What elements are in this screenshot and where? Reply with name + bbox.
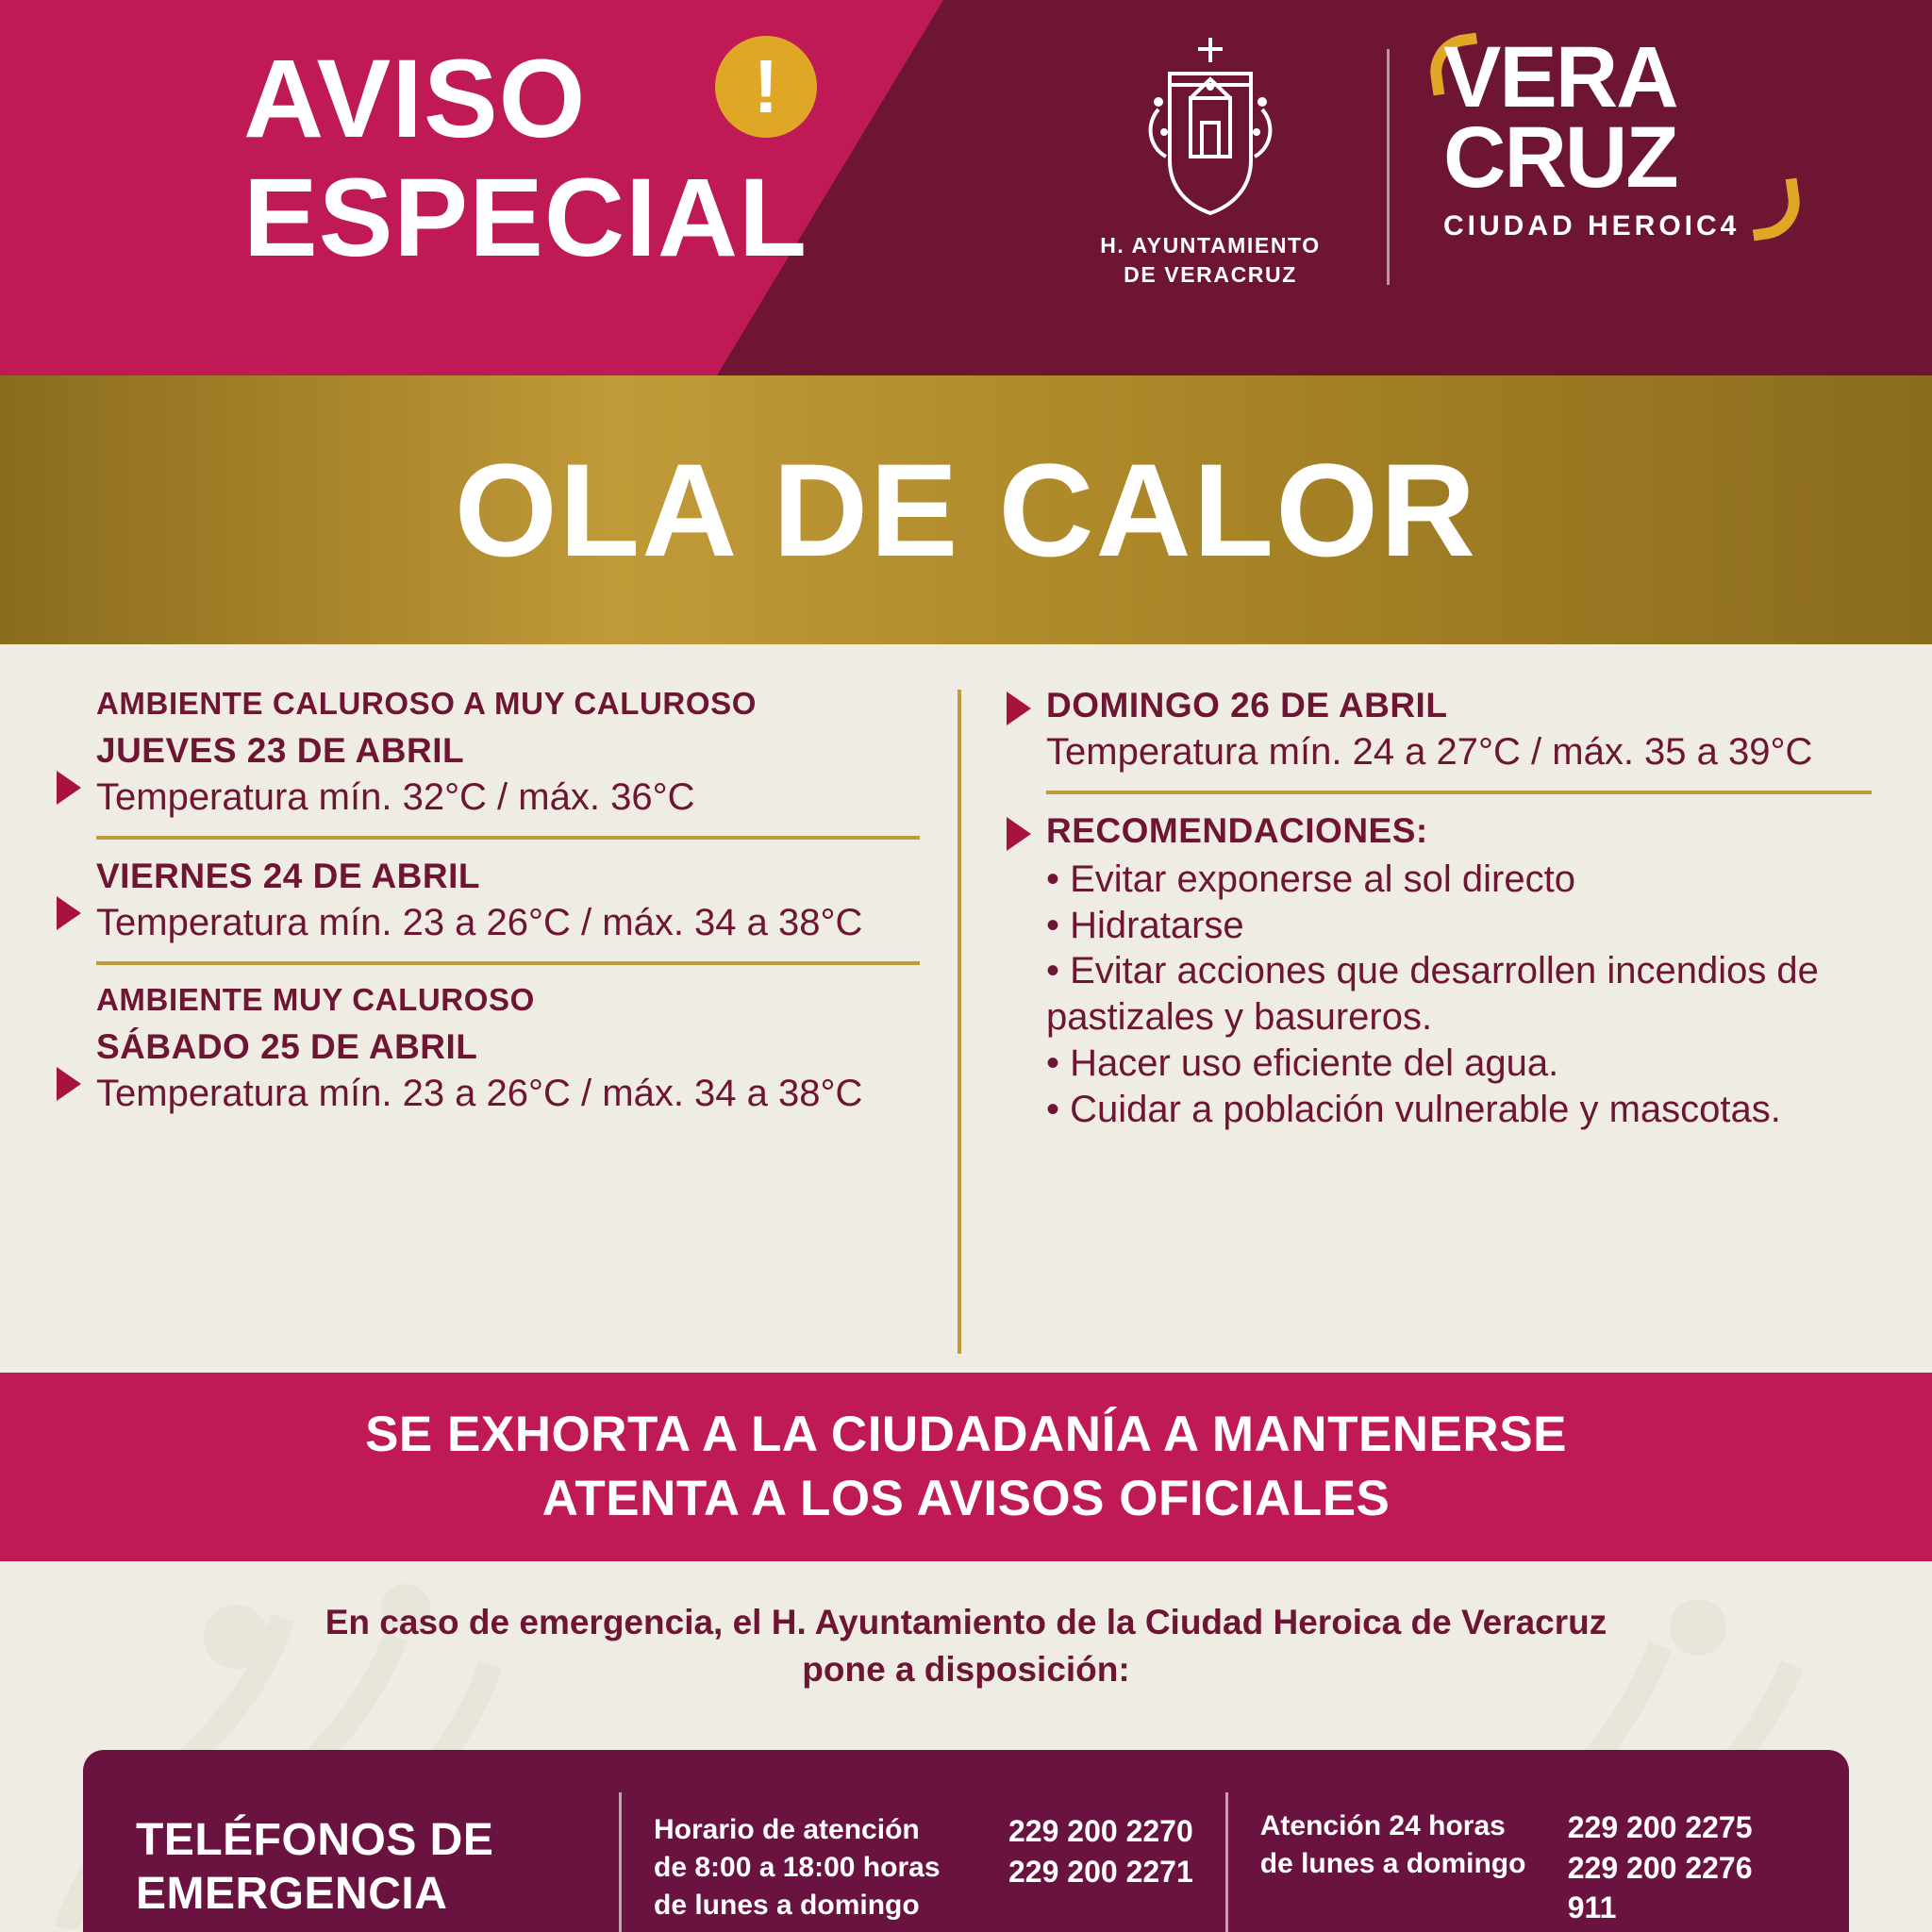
crest-line-1: H. AYUNTAMIENTO bbox=[1100, 233, 1321, 258]
forecast-entry bbox=[96, 731, 920, 821]
phones-divider bbox=[619, 1792, 622, 1932]
recommendations-heading bbox=[1046, 811, 1872, 851]
arrow-icon bbox=[1007, 817, 1031, 851]
forecast-column-right bbox=[961, 686, 1872, 1373]
crest-text bbox=[1092, 231, 1328, 290]
phone-number[interactable]: 229 200 2275 bbox=[1567, 1809, 1753, 1844]
phone-number[interactable]: 229 200 2270 bbox=[1008, 1813, 1193, 1848]
crest-icon bbox=[1121, 28, 1300, 222]
divider bbox=[96, 961, 920, 965]
logo-line-1: VERA bbox=[1443, 29, 1677, 125]
recommendations-list bbox=[1046, 857, 1872, 1133]
hazard-title: OLA DE CALOR bbox=[454, 435, 1478, 584]
phone-schedule bbox=[1260, 1807, 1543, 1883]
list-item: • Hidratarse bbox=[1046, 904, 1244, 946]
arrow-icon bbox=[57, 771, 81, 805]
schedule-line-2: de lunes a domingo bbox=[1259, 1847, 1526, 1879]
exhort-line-1: SE EXHORTA A LA CIUDADANÍA A MANTENERSE bbox=[365, 1407, 1567, 1463]
logo-subtitle: CIUDAD HEROIC4 bbox=[1443, 210, 1740, 242]
crest-line-2: DE VERACRUZ bbox=[1124, 262, 1297, 288]
exclamation-icon: ! bbox=[715, 36, 817, 138]
exhort-line-2: ATENTA A LOS AVISOS OFICIALES bbox=[541, 1471, 1391, 1526]
forecast-entry bbox=[1046, 686, 1872, 775]
divider bbox=[96, 836, 920, 840]
forecast-day: VIERNES 24 DE ABRIL bbox=[96, 856, 480, 895]
emergency-line-1: En caso de emergencia, el H. Ayuntamiento de la Ciudad Heroica de Veracruz bbox=[325, 1603, 1607, 1641]
forecast-day: DOMINGO 26 DE ABRIL bbox=[1046, 686, 1448, 724]
phone-block-24h bbox=[1260, 1807, 1753, 1929]
arrow-icon bbox=[57, 1067, 81, 1101]
forecast-entry bbox=[96, 857, 920, 946]
title-line-2: ESPECIAL bbox=[243, 156, 808, 281]
phone-number[interactable]: 229 200 2271 bbox=[1008, 1854, 1193, 1889]
list-item: • Evitar exponerse al sol directo bbox=[1046, 858, 1575, 900]
schedule-line-3: de lunes a domingo bbox=[654, 1890, 920, 1922]
list-item: • Hacer uso eficiente del agua. bbox=[1046, 1041, 1559, 1084]
forecast-temp: Temperatura mín. 23 a 26°C / máx. 34 a 38°C bbox=[96, 1072, 863, 1114]
forecast-day: SÁBADO 25 DE ABRIL bbox=[96, 1026, 478, 1066]
city-crest bbox=[1092, 28, 1328, 290]
schedule-line-1: Horario de atención bbox=[654, 1813, 920, 1845]
list-item: • Evitar acciones que desarrollen incendios de pastizales y basureros. bbox=[1046, 950, 1819, 1039]
logo-line-2: CRUZ bbox=[1443, 108, 1677, 206]
phone-number[interactable]: 229 200 2276 bbox=[1567, 1850, 1753, 1885]
list-item: • Cuidar a población vulnerable y mascotas. bbox=[1046, 1088, 1781, 1130]
phone-number[interactable]: 911 bbox=[1567, 1890, 1617, 1925]
emergency-text bbox=[0, 1561, 1932, 1693]
forecast-day: JUEVES 23 DE ABRIL bbox=[96, 731, 465, 770]
forecast-column-left bbox=[57, 686, 958, 1373]
phones-title-line-1: TELÉFONOS DE bbox=[136, 1815, 494, 1866]
header-divider bbox=[1387, 49, 1390, 285]
exhort-band bbox=[0, 1373, 1932, 1561]
forecast-temp: Temperatura mín. 24 a 27°C / máx. 35 a 39°C bbox=[1046, 731, 1813, 773]
phones-title-line-2: EMERGENCIA bbox=[136, 1869, 448, 1919]
phones-title bbox=[115, 1814, 587, 1921]
phone-numbers[interactable] bbox=[1568, 1807, 1753, 1929]
footer bbox=[0, 1561, 1932, 1932]
phone-numbers[interactable] bbox=[1008, 1811, 1193, 1892]
section-head-1: AMBIENTE CALUROSO A MUY CALUROSO bbox=[96, 686, 757, 721]
section-head-2: AMBIENTE MUY CALUROSO bbox=[96, 981, 535, 1017]
recommendations-heading-label: RECOMENDACIONES: bbox=[1046, 810, 1428, 850]
header bbox=[0, 0, 1932, 375]
arrow-icon bbox=[1007, 691, 1031, 725]
phone-schedule bbox=[654, 1811, 984, 1925]
phone-block-daytime bbox=[654, 1811, 1193, 1925]
schedule-line-2: de 8:00 a 18:00 horas bbox=[654, 1851, 941, 1883]
forecast-temp: Temperatura mín. 32°C / máx. 36°C bbox=[96, 776, 695, 818]
arrow-icon bbox=[57, 896, 81, 930]
forecast-entry bbox=[96, 1027, 920, 1117]
veracruz-logo bbox=[1443, 29, 1821, 242]
emergency-line-2: pone a disposición: bbox=[802, 1649, 1130, 1689]
divider bbox=[1046, 791, 1872, 794]
forecast-temp: Temperatura mín. 23 a 26°C / máx. 34 a 38°C bbox=[96, 901, 863, 943]
schedule-line-1: Atención 24 horas bbox=[1259, 1809, 1506, 1841]
emergency-phones-panel bbox=[83, 1750, 1849, 1932]
phones-divider bbox=[1225, 1792, 1228, 1932]
title-line-1: AVISO bbox=[243, 37, 587, 161]
hazard-band bbox=[0, 375, 1932, 644]
main-content bbox=[0, 644, 1932, 1373]
